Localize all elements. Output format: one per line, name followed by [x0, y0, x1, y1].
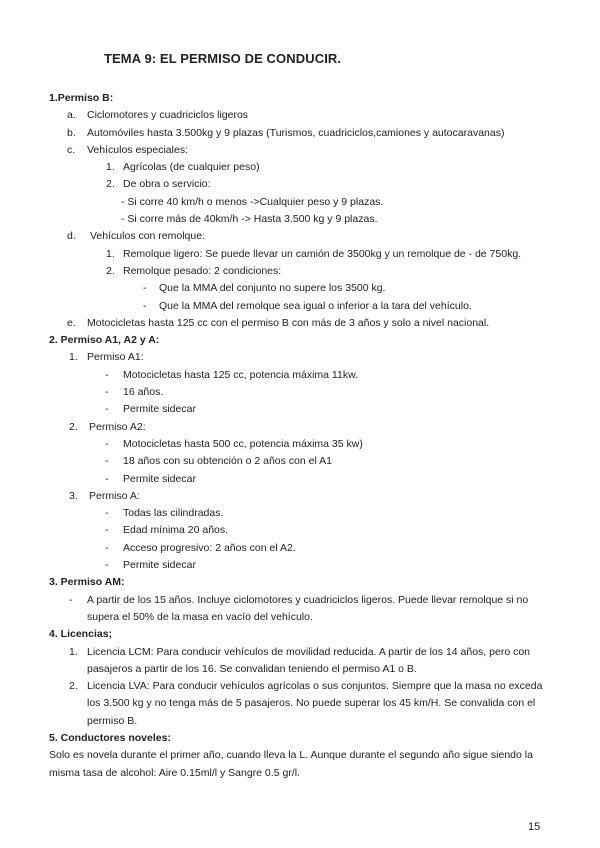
list-marker: -: [105, 541, 109, 554]
list-item-2-3-bullet1: [49, 505, 549, 522]
list-item-2-3: [49, 488, 549, 505]
list-text: Que la MMA del conjunto no supere los 3500 kg.: [159, 282, 386, 295]
list-item-1e: [49, 315, 549, 332]
list-item-1d-2: [49, 263, 549, 280]
list-marker: b.: [67, 126, 76, 139]
list-item-2-3-bullet3: [49, 540, 549, 557]
list-text: Automóviles hasta 3.500kg y 9 plazas (Turismos, cuadriciclos,camiones y autocaravanas): [87, 126, 505, 139]
list-item-1c-2-dash1: [49, 194, 549, 211]
list-item-2-2-bullet2: [49, 453, 549, 470]
list-text: Permiso A:: [89, 489, 140, 502]
list-item-2-1-bullet1: [49, 367, 549, 384]
list-item-2-1-bullet3: [49, 401, 549, 418]
list-text: Remolque ligero: Se puede llevar un camión de 3500kg y un remolque de - de 750kg.: [123, 247, 522, 260]
list-item-2-2: [49, 419, 549, 436]
list-item-1a: [49, 107, 549, 124]
list-text: Motocicletas hasta 125 cc, potencia máxima 11kw.: [123, 368, 359, 381]
list-text: Licencia LVA: Para conducir vehículos agrícolas o sus conjuntos. Siempre que la masa no exceda los 3.500 kg y no tenga más de 5 pasajeros. No puede superar los 45 km/H. Se convalida con el permiso B.: [87, 680, 543, 727]
list-item-2-2-bullet3: [49, 471, 549, 488]
list-marker: -: [143, 282, 147, 295]
list-text: Acceso progresivo: 2 años con el A2.: [123, 541, 296, 554]
list-marker: -: [105, 386, 109, 399]
page-number: 15: [528, 821, 541, 833]
list-text: Que la MMA del remolque sea igual o inferior a la tara del vehículo.: [159, 299, 472, 312]
document-body: [49, 90, 549, 782]
list-text: Licencia LCM: Para conducir vehículos de movilidad reducida. A partir de los 14 años, pero con pasajeros a partir de los 16. Se convalidan teniendo el permiso A1 o B.: [87, 645, 530, 675]
list-text: Agrícolas (de cualquier peso): [123, 161, 260, 174]
list-item-2-3-bullet2: [49, 522, 549, 539]
list-marker: 1.: [69, 645, 78, 658]
list-text: Vehículos especiales:: [87, 143, 188, 156]
section-heading-permiso-b: 1.Permiso B:: [49, 92, 114, 104]
list-marker: c.: [67, 143, 76, 156]
list-item-1c: [49, 142, 549, 159]
section-heading-permiso-a: 2. Permiso A1, A2 y A:: [49, 334, 160, 347]
list-text: De obra o servicio:: [123, 178, 211, 191]
list-text: Motocicletas hasta 125 cc con el permiso B con más de 3 años y solo a nivel nacional.: [87, 316, 490, 329]
list-text: Permite sidecar: [123, 472, 196, 485]
section-heading-licencias: 4. Licencias;: [49, 628, 113, 641]
list-text: A partir de los 15 años. Incluye ciclomotores y cuadriciclos ligeros. Puede llevar remolque si no supera el 50% de la masa en vacío del vehículo.: [87, 593, 529, 623]
list-item-2-1-bullet2: [49, 384, 549, 401]
list-item-1d-1: [49, 246, 549, 263]
list-marker: 2.: [106, 264, 115, 277]
list-item-1b: [49, 125, 549, 142]
list-marker: 2.: [106, 178, 115, 191]
list-marker: 1.: [69, 351, 78, 364]
list-text: 16 años.: [123, 386, 164, 399]
list-text: Edad mínima 20 años.: [123, 524, 229, 537]
list-item-1c-1: [49, 159, 549, 176]
section-heading-permiso-am: 3. Permiso AM:: [49, 576, 125, 589]
list-text: Permiso A1:: [87, 351, 144, 364]
list-item-1c-2: [49, 176, 549, 193]
list-item-1d: [49, 228, 549, 245]
list-marker: -: [105, 455, 109, 468]
paragraph-text: Solo es novela durante el primer año, cuando lleva la L. Aunque durante el segundo año sigue siendo la misma tasa de alcohol: Aire 0.15ml/l y Sangre 0.5 gr/l.: [49, 749, 533, 779]
list-item-4-1: [49, 644, 549, 679]
list-marker: e.: [67, 316, 76, 329]
list-item-1d-2-dash1: [49, 280, 549, 297]
list-marker: 2.: [69, 680, 78, 693]
list-item-1c-2-dash2: [49, 211, 549, 228]
list-item-2-2-bullet1: [49, 436, 549, 453]
list-text: Permite sidecar: [123, 403, 196, 416]
list-marker: -: [105, 507, 109, 520]
list-marker: d.: [67, 230, 76, 243]
list-marker: 2.: [69, 420, 78, 433]
list-item-1d-2-dash2: [49, 298, 549, 315]
list-item-2-1: [49, 349, 549, 366]
section-heading-conductores-noveles: 5. Conductores noveles:: [49, 731, 171, 744]
list-text: Todas las cilindradas.: [123, 507, 224, 520]
page-title: TEMA 9: EL PERMISO DE CONDUCIR.: [104, 51, 342, 66]
list-item-3-bullet1: [49, 592, 549, 627]
list-text: 18 años con su obtención o 2 años con el A1: [123, 455, 332, 468]
list-marker: -: [69, 593, 73, 606]
list-text: Vehículos con remolque:: [90, 230, 205, 243]
list-text: Permite sidecar: [123, 559, 196, 572]
list-marker: -: [105, 403, 109, 416]
list-marker: -: [105, 472, 109, 485]
list-marker: -: [105, 437, 109, 450]
list-marker: a.: [67, 109, 76, 122]
list-marker: -: [105, 559, 109, 572]
list-marker: -: [143, 299, 147, 312]
list-text: Remolque pesado: 2 condiciones:: [123, 264, 282, 277]
list-marker: -: [105, 368, 109, 381]
list-marker: 3.: [69, 489, 78, 502]
list-item-4-2: [49, 678, 549, 730]
list-text: Ciclomotores y cuadriciclos ligeros: [87, 109, 249, 122]
list-text: - Si corre más de 40km/h -> Hasta 3.500 kg y 9 plazas.: [121, 213, 378, 226]
list-marker: -: [105, 524, 109, 537]
list-item-2-3-bullet4: [49, 557, 549, 574]
list-marker: 1.: [106, 161, 115, 174]
list-text: Motocicletas hasta 500 cc, potencia máxima 35 kw): [123, 437, 363, 450]
list-text: - Si corre 40 km/h o menos ->Cualquier peso y 9 plazas.: [121, 195, 384, 208]
list-marker: 1.: [106, 247, 115, 260]
list-text: Permiso A2:: [89, 420, 146, 433]
paragraph: [49, 747, 549, 782]
